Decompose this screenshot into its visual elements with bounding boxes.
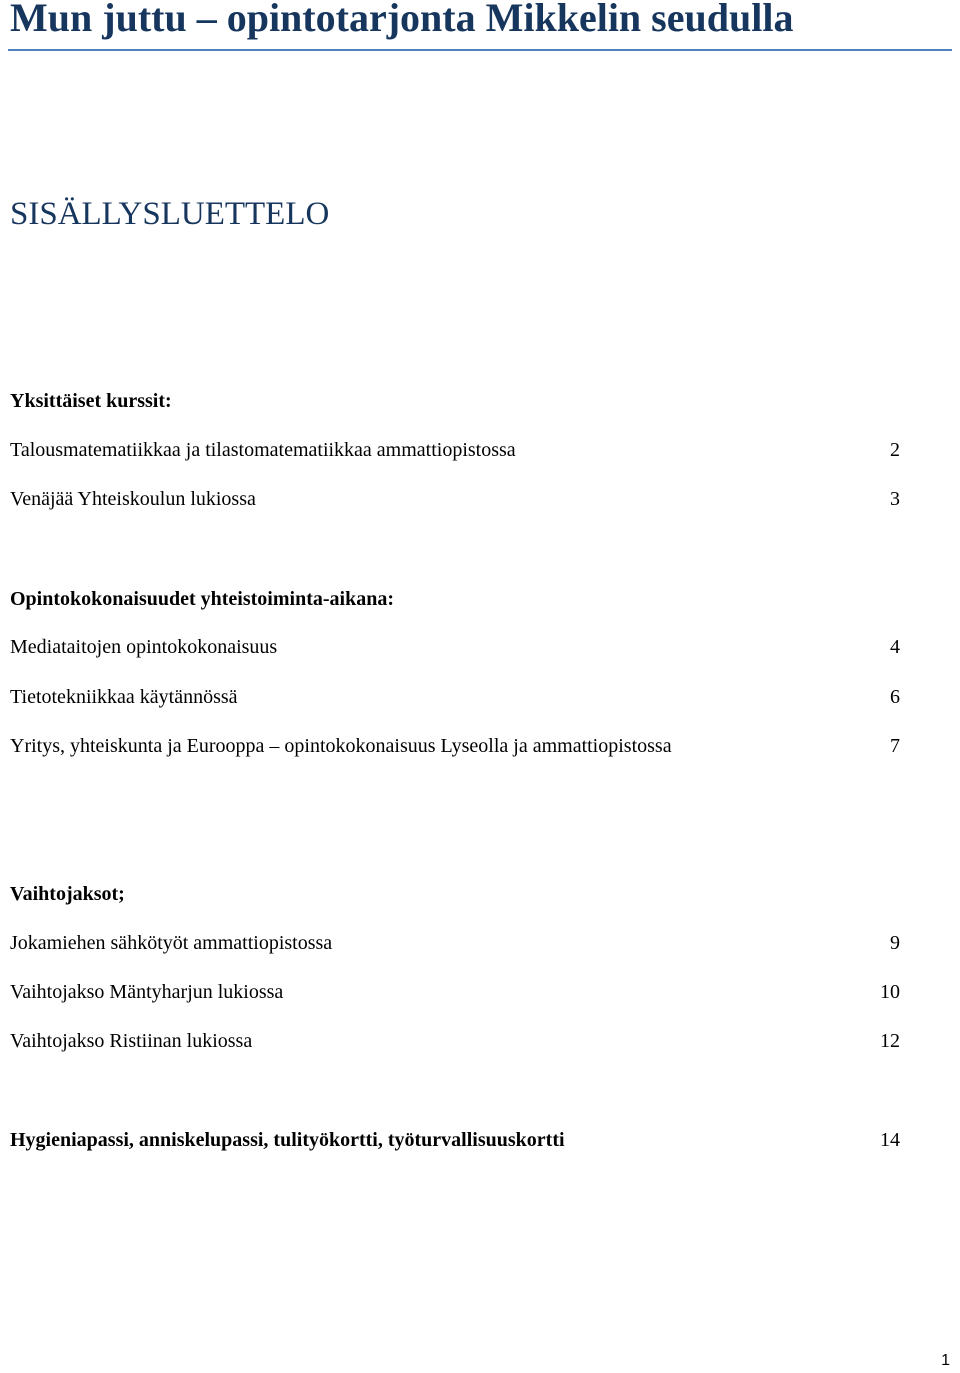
section-heading-exchange-periods: Vaihtojaksot;	[10, 883, 125, 905]
title-underline	[8, 49, 952, 51]
toc-entry[interactable]	[10, 636, 900, 660]
toc-entry-page: 7	[890, 735, 900, 757]
toc-entry[interactable]	[10, 686, 900, 710]
toc-entry-page: 4	[890, 636, 900, 658]
toc-entry-page: 3	[890, 488, 900, 510]
toc-entry-label: Hygieniapassi, anniskelupassi, tulityökortti, työturvallisuuskortti	[10, 1129, 565, 1151]
document-title: Mun juttu – opintotarjonta Mikkelin seudulla	[10, 0, 794, 40]
toc-entry-label: Yritys, yhteiskunta ja Eurooppa – opintokokonaisuus Lyseolla ja ammattiopistossa	[10, 735, 672, 757]
toc-entry-label: Jokamiehen sähkötyöt ammattiopistossa	[10, 932, 333, 954]
toc-entry-label: Vaihtojakso Mäntyharjun lukiossa	[10, 981, 284, 1003]
toc-entry[interactable]	[10, 488, 900, 512]
toc-entry-page: 9	[890, 932, 900, 954]
toc-entry-label: Mediataitojen opintokokonaisuus	[10, 636, 278, 658]
toc-entry[interactable]	[10, 932, 900, 956]
toc-entry-final[interactable]	[10, 1129, 900, 1153]
toc-entry-page: 12	[880, 1030, 900, 1052]
toc-entry-page: 10	[880, 981, 900, 1003]
page-number: 1	[941, 1352, 950, 1369]
section-heading-single-courses: Yksittäiset kurssit:	[10, 390, 172, 412]
toc-entry[interactable]	[10, 735, 900, 759]
toc-entry[interactable]	[10, 1030, 900, 1054]
toc-entry-label: Vaihtojakso Ristiinan lukiossa	[10, 1030, 253, 1052]
toc-entry-label: Talousmatematiikkaa ja tilastomatematiikkaa ammattiopistossa	[10, 439, 516, 461]
toc-heading: SISÄLLYSLUETTELO	[10, 196, 330, 232]
toc-entry-page: 6	[890, 686, 900, 708]
toc-entry-label: Venäjää Yhteiskoulun lukiossa	[10, 488, 256, 510]
toc-entry-page: 14	[880, 1129, 900, 1151]
section-heading-study-modules: Opintokokonaisuudet yhteistoiminta-aikana:	[10, 588, 394, 610]
toc-entry[interactable]	[10, 981, 900, 1005]
toc-entry-page: 2	[890, 439, 900, 461]
toc-entry[interactable]	[10, 439, 900, 463]
toc-entry-label: Tietotekniikkaa käytännössä	[10, 686, 238, 708]
